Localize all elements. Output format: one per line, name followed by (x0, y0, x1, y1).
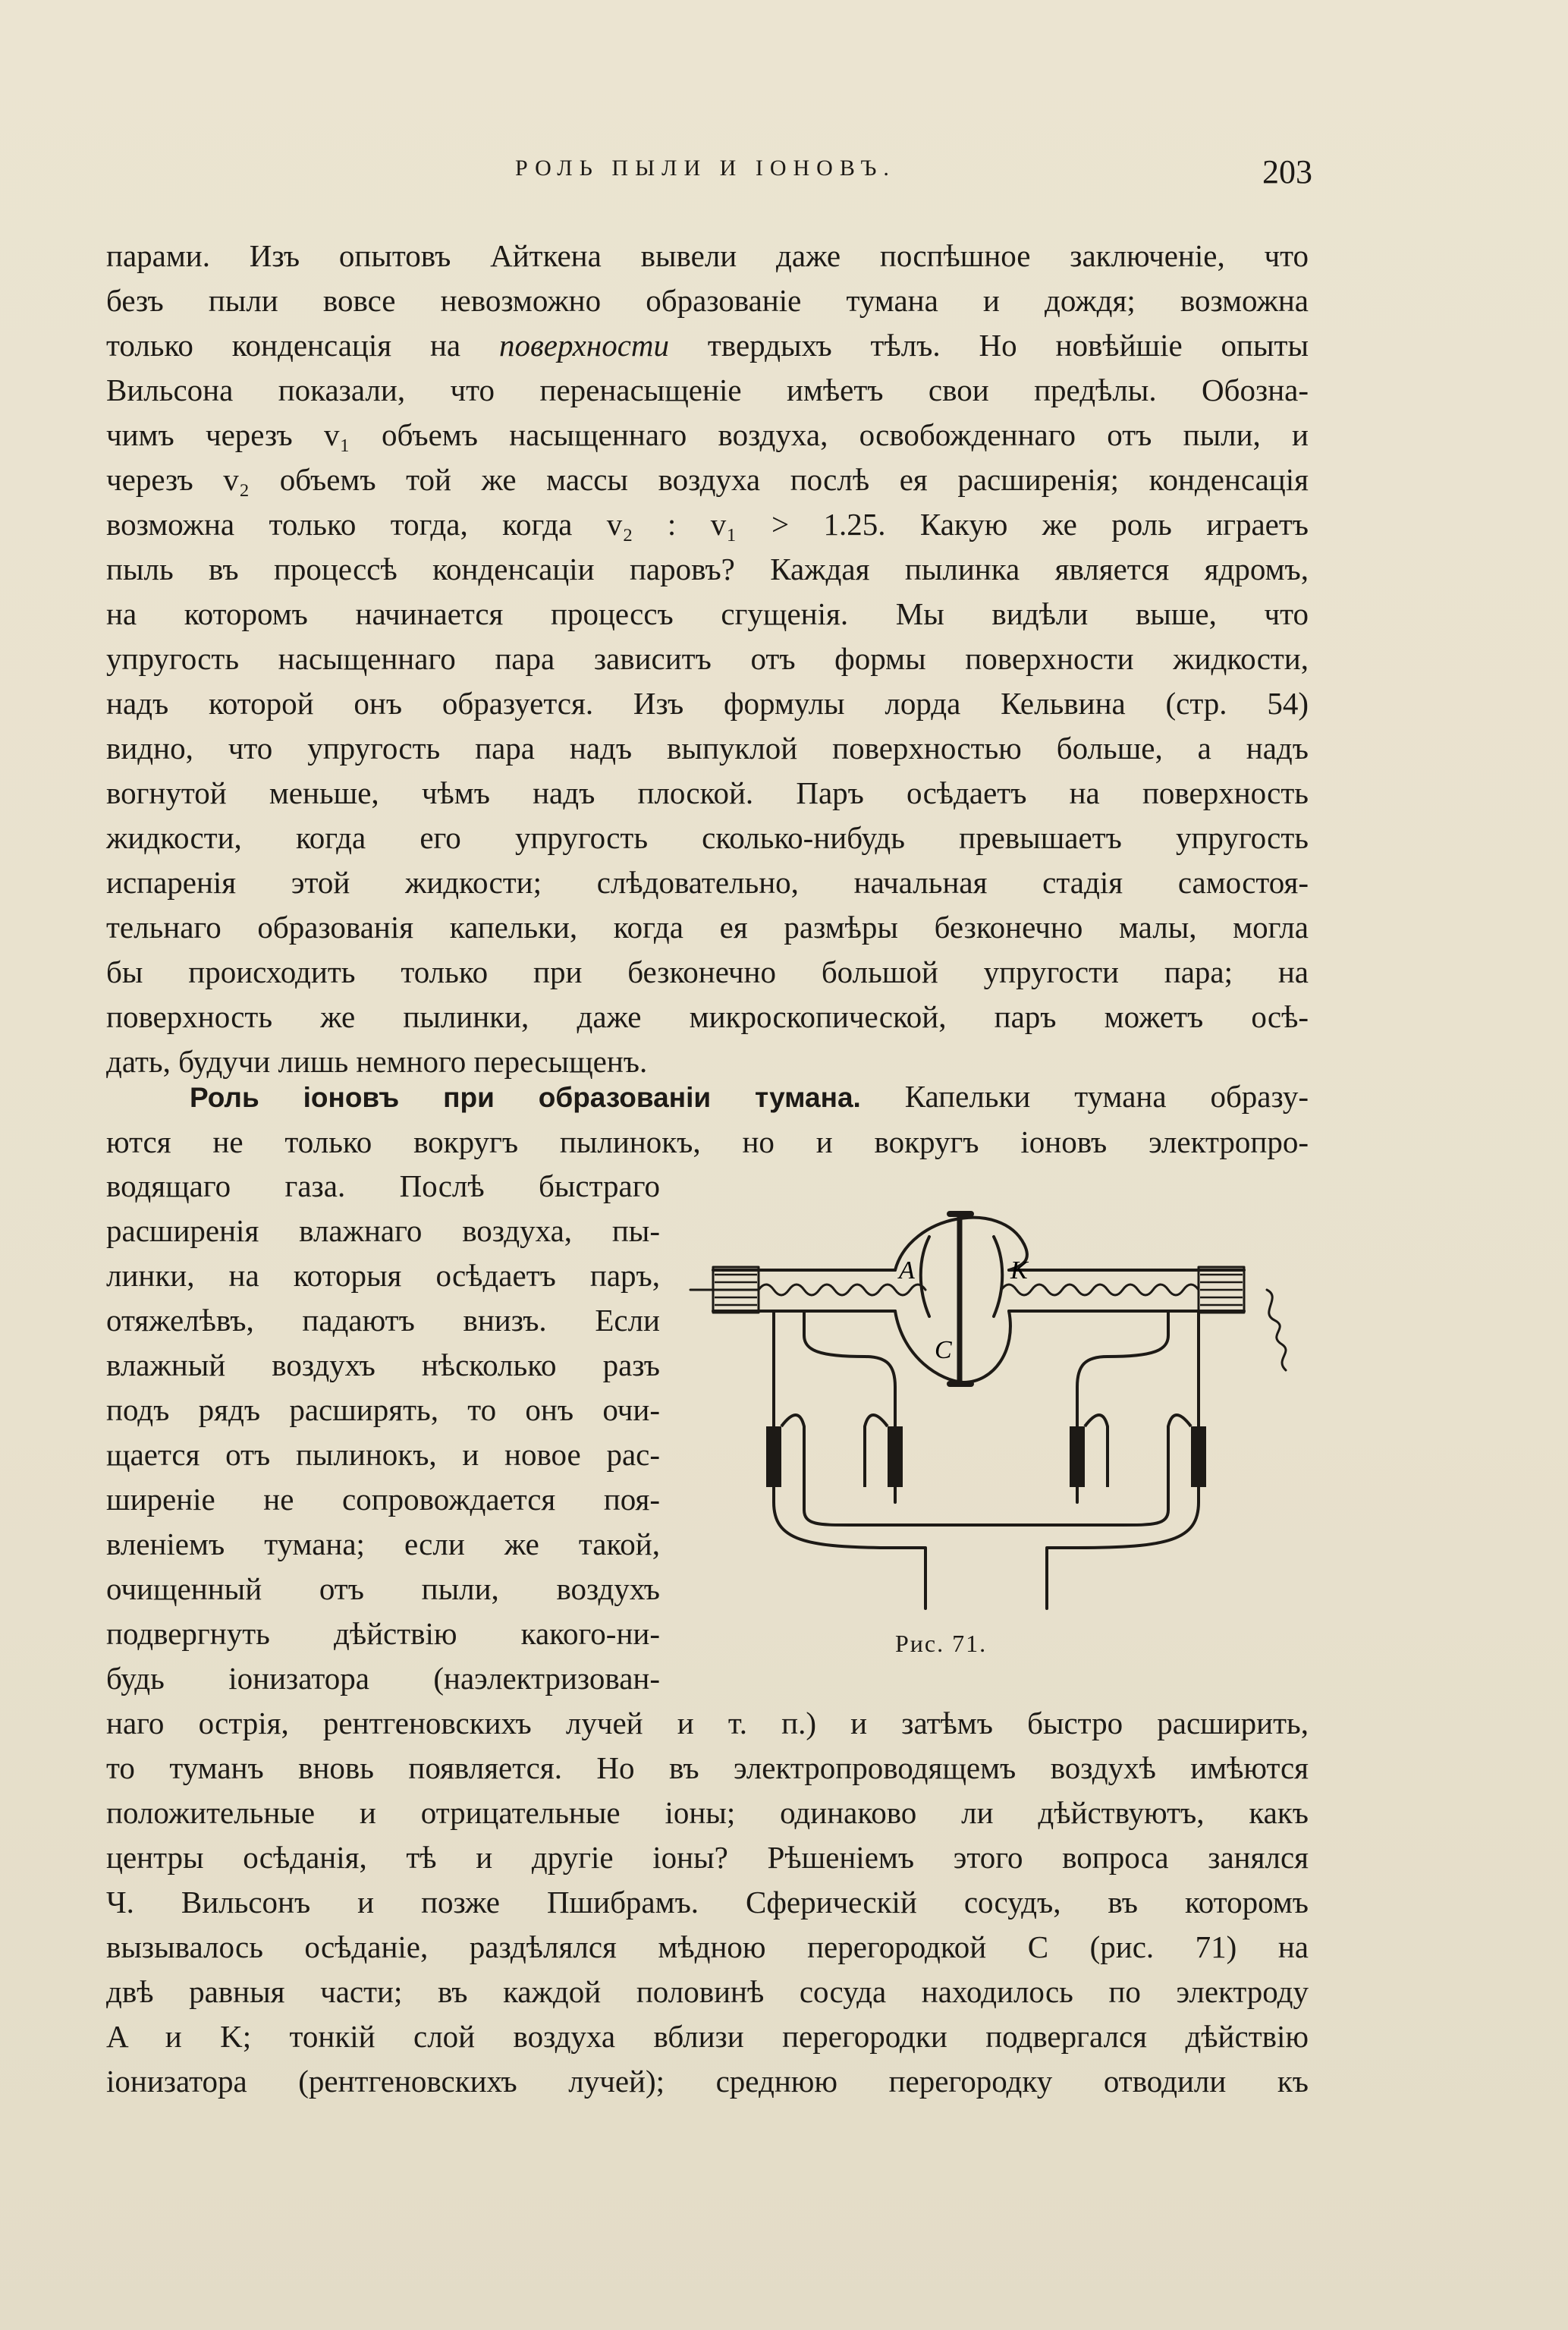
text-line: чимъ черезъ v₁ объемъ насыщеннаго воздуха, освобожденнаго отъ пыли, и (106, 417, 1309, 452)
text-line: Ч. Вильсонъ и позже Пшибрамъ. Сферическій сосудъ, въ которомъ (106, 1885, 1309, 1920)
text-line: отяжелѣвъ, падаютъ внизъ. Если (106, 1303, 660, 1338)
text-line: центры осѣданія, тѣ и другіе іоны? Рѣшеніемъ этого вопроса занялся (106, 1840, 1309, 1875)
text-line: жидкости, когда его упругость сколько-нибудь превышаетъ упругость (106, 820, 1309, 855)
clamp-3 (1070, 1426, 1085, 1487)
wire-right (1001, 1284, 1199, 1295)
text-line: влажный воздухъ нѣсколько разъ (106, 1347, 660, 1382)
text-line: видно, что упругость пара надъ выпуклой поверхностью больше, а надъ (106, 731, 1309, 766)
text-line: парами. Изъ опытовъ Айткена вывели даже поспѣшное заключеніе, что (106, 238, 1309, 273)
right-inner-down (1077, 1311, 1168, 1426)
text-line: вленіемъ тумана; если же такой, (106, 1527, 660, 1561)
text-line: будь іонизатора (наэлектризован- (106, 1661, 660, 1696)
text-line: на которомъ начинается процессъ сгущенія. Мы видѣли выше, что (106, 596, 1309, 631)
text-line: дать, будучи лишь немного пересыщенъ. (106, 1044, 648, 1079)
electrode-k (994, 1237, 1002, 1316)
label-c: C (935, 1336, 952, 1364)
label-a: A (899, 1256, 915, 1284)
text-line: двѣ равныя части; въ каждой половинѣ сосуда находилось по электроду (106, 1974, 1309, 2009)
text-line: вогнутой меньше, чѣмъ надъ плоской. Паръ осѣдаетъ на поверхность (106, 775, 1309, 810)
clamp-1 (766, 1426, 781, 1487)
text-line: щается отъ пылинокъ, и новое рас- (106, 1437, 660, 1472)
text-line: Роль іоновъ при образованіи тумана. Капельки тумана образу- (190, 1079, 1309, 1114)
emphasis-surface: поверхности (499, 328, 670, 363)
text-line: пыль въ процессѣ конденсаціи паровъ? Каждая пылинка является ядромъ, (106, 552, 1309, 586)
text-line: линки, на которыя осѣдаетъ паръ, (106, 1258, 660, 1293)
wire-right-out (1267, 1290, 1286, 1370)
manifold-left (774, 1487, 925, 1608)
text-line: вызывалось осѣданіе, раздѣлялся мѣдною перегородкой C (рис. 71) на (106, 1929, 1309, 1964)
paragraph-ions-wrap (106, 1164, 660, 1701)
text-line: только конденсація на поверхности твердыхъ тѣлъ. Но новѣйшіе опыты (106, 328, 1309, 363)
text-line: надъ которой онъ образуется. Изъ формулы лорда Кельвина (стр. 54) (106, 686, 1309, 721)
text-line: положительные и отрицательные іоны; одинаково ли дѣйствуютъ, какъ (106, 1795, 1309, 1830)
text-line: подвергнуть дѣйствію какого-ни- (106, 1616, 660, 1651)
text-line: испаренія этой жидкости; слѣдовательно, начальная стадія самостоя- (106, 865, 1309, 900)
figure-caption: Рис. 71. (895, 1630, 988, 1657)
text-line: ширеніе не сопровождается поя- (106, 1482, 660, 1517)
text-line: то туманъ вновь появляется. Но въ электропроводящемъ воздухѣ имѣются (106, 1750, 1309, 1785)
text-line: подъ рядъ расширять, то онъ очи- (106, 1392, 660, 1427)
text-line: тельнаго образованія капельки, когда ея размѣры безконечно малы, могла (106, 910, 1309, 945)
text-line: іонизатора (рентгеновскихъ лучей); среднюю перегородку отводили къ (106, 2064, 1309, 2099)
clamp-2 (888, 1426, 903, 1487)
electrode-a (921, 1237, 929, 1316)
wire-left (759, 1284, 925, 1295)
text-line: упругость насыщеннаго пара зависитъ отъ формы поверхности жидкости, (106, 641, 1309, 676)
running-title: РОЛЬ ПЫЛИ И ІОНОВЪ. (515, 156, 896, 181)
text-line: безъ пыли вовсе невозможно образованіе тумана и дождя; возможна (106, 283, 1309, 318)
left-inner-down (804, 1311, 895, 1426)
section-heading: Роль іоновъ при образованіи тумана. (190, 1082, 861, 1113)
manifold-right (1047, 1487, 1199, 1608)
text-line: ются не только вокругъ пылинокъ, но и вокругъ іоновъ электропро- (106, 1124, 1309, 1159)
clamp-4 (1191, 1426, 1206, 1487)
label-k: K (1010, 1256, 1028, 1284)
text-line: очищенный отъ пыли, воздухъ (106, 1571, 660, 1606)
manifold-inner (804, 1487, 1168, 1525)
text-line: A и K; тонкій слой воздуха вблизи перегородки подвергался дѣйствію (106, 2019, 1309, 2054)
text-line: поверхность же пылинки, даже микроскопической, паръ можетъ осѣ- (106, 999, 1309, 1034)
paragraph-ions (106, 1074, 1309, 1165)
text-line: возможна только тогда, когда v₂ : v₁ > 1.25. Какую же роль играетъ (106, 507, 1309, 542)
text-line: наго острія, рентгеновскихъ лучей и т. п.) и затѣмъ быстро расширить, (106, 1706, 1309, 1740)
paragraph-ions-continued (106, 1701, 1309, 2104)
text-line: Вильсона показали, что перенасыщеніе имѣетъ свои предѣлы. Обозна- (106, 373, 1309, 407)
text-line: водящаго газа. Послѣ быстраго (106, 1168, 660, 1203)
running-head (106, 153, 1312, 201)
text-line: бы происходить только при безконечно большой упругости пара; на (106, 954, 1309, 989)
sphere-bottom (895, 1311, 1010, 1382)
page-number: 203 (1262, 153, 1312, 190)
text-line: расширенія влажнаго воздуха, пы- (106, 1213, 660, 1248)
figure-71 (668, 1184, 1305, 1654)
paragraph-dust (106, 234, 1309, 1084)
apparatus-diagram (668, 1184, 1305, 1624)
text-line: черезъ v₂ объемъ той же массы воздуха послѣ ея расширенія; конденсація (106, 462, 1309, 497)
